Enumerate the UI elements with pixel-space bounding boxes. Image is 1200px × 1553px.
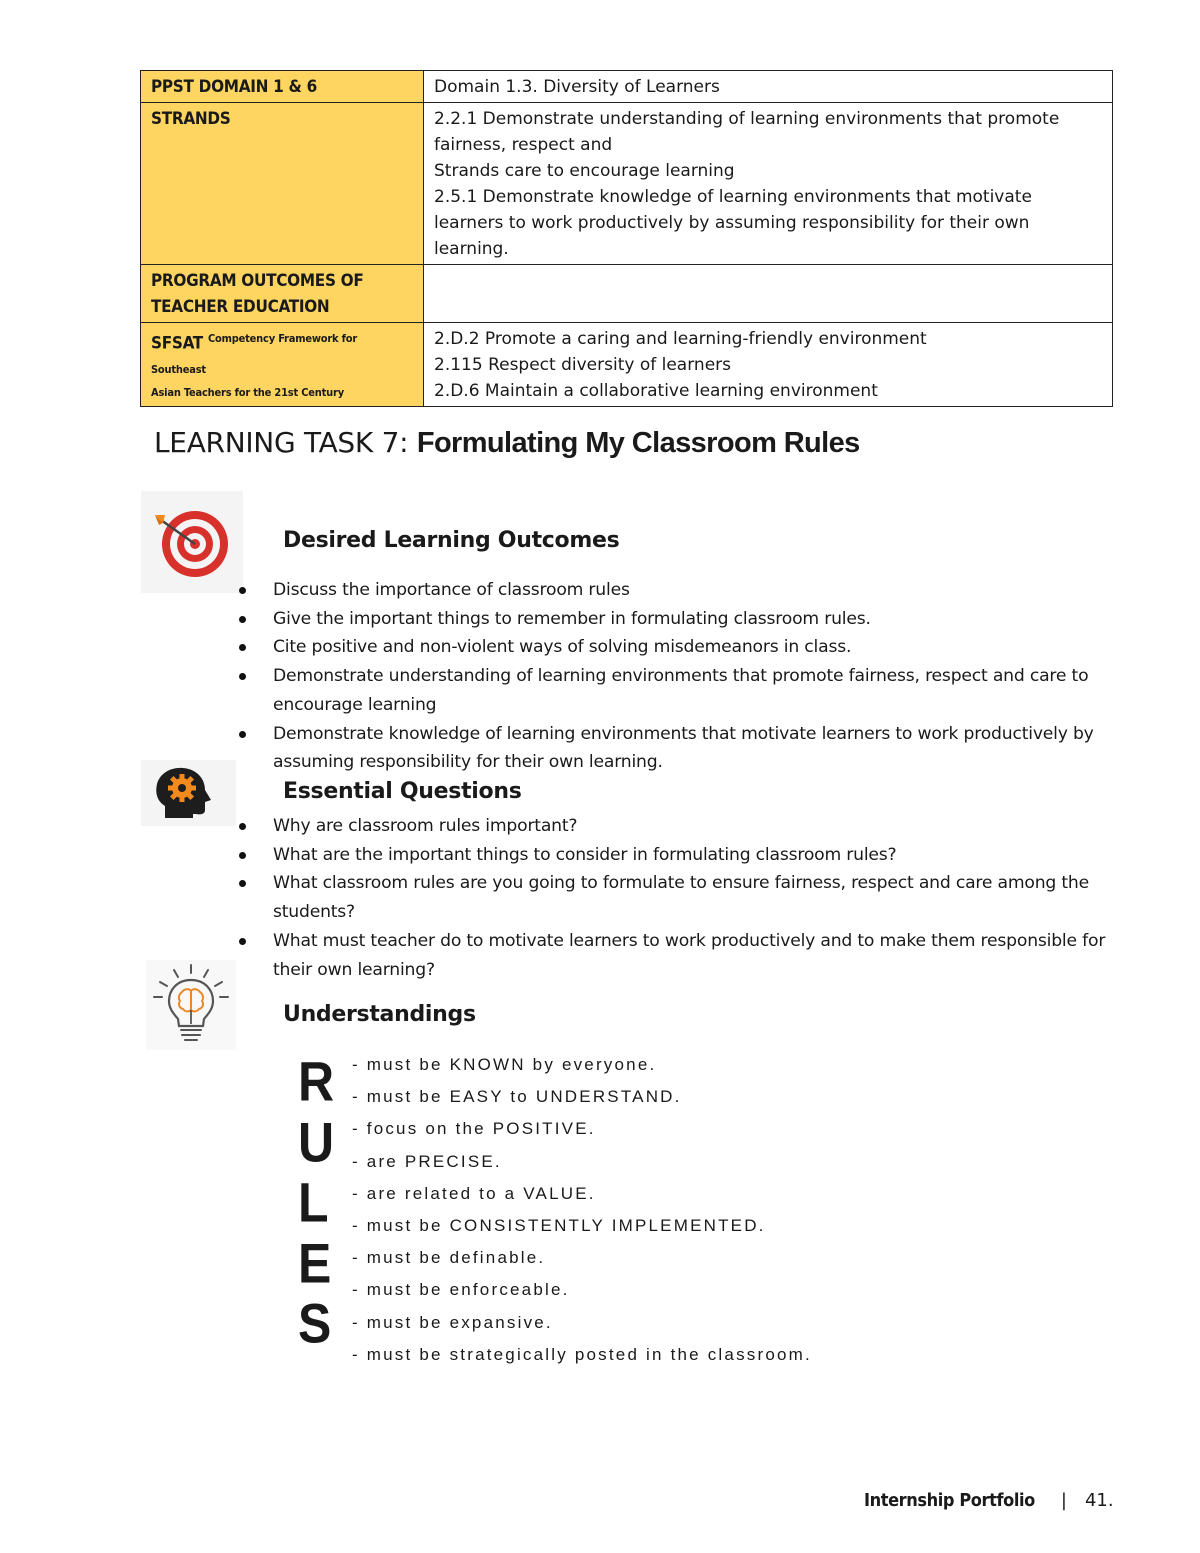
table-value-empty	[424, 265, 1113, 323]
rules-line: - must be enforceable.	[352, 1280, 570, 1300]
table-label: STRANDS	[141, 103, 424, 265]
table-label: PROGRAM OUTCOMES OF TEACHER EDUCATION	[141, 265, 424, 323]
questions-list	[238, 812, 1138, 984]
title-main: Formulating My Classroom Rules	[416, 427, 860, 459]
table-label: PPST DOMAIN 1 & 6	[141, 71, 424, 103]
list-item: What must teacher do to motivate learners to work productively and to make them responsible for their own learning?	[238, 927, 1138, 984]
page-footer	[864, 1490, 1114, 1511]
list-item: Demonstrate understanding of learning environments that promote fairness, respect and care to encourage learning	[238, 662, 1138, 719]
target-icon	[141, 491, 243, 593]
outcomes-heading: Desired Learning Outcomes	[283, 528, 620, 553]
table-line: 2.115 Respect diversity of learners	[434, 355, 731, 375]
table-row	[141, 265, 1113, 323]
table-line: Strands care to encourage learning	[434, 161, 735, 181]
sfsat-sub-text: Asian Teachers for the 21st Century	[151, 386, 344, 400]
list-item: Give the important things to remember in formulating classroom rules.	[238, 605, 1138, 634]
list-item: What are the important things to consider in formulating classroom rules?	[238, 841, 1138, 870]
table-value	[424, 103, 1113, 265]
list-item: Cite positive and non-violent ways of solving misdemeanors in class.	[238, 633, 1138, 662]
rules-line: - must be definable.	[352, 1248, 546, 1268]
questions-heading: Essential Questions	[283, 779, 522, 804]
rules-line: - must be KNOWN by everyone.	[352, 1055, 657, 1074]
understandings-heading: Understandings	[283, 1002, 476, 1027]
rules-letter: U	[298, 1110, 335, 1174]
table-row	[141, 323, 1113, 407]
list-item: What classroom rules are you going to formulate to ensure fairness, respect and care among the students?	[238, 869, 1138, 926]
table-line: 2.D.6 Maintain a collaborative learning environment	[434, 381, 878, 401]
rules-line: - must be CONSISTENTLY IMPLEMENTED.	[352, 1215, 766, 1235]
rules-acronym	[298, 1048, 335, 1355]
page-number: 41.	[1084, 1490, 1114, 1511]
table-line: 2.2.1 Demonstrate understanding of learning environments that promote fairness, respect and	[434, 109, 1060, 155]
rules-line: - must be EASY to UNDERSTAND.	[352, 1087, 682, 1107]
table-label-sfsat	[141, 323, 424, 407]
list-item: Why are classroom rules important?	[238, 812, 1138, 841]
rules-line: - focus on the POSITIVE.	[352, 1119, 596, 1139]
lightbulb-brain-icon	[146, 960, 236, 1050]
table-line: 2.D.2 Promote a caring and learning-friendly environment	[434, 329, 927, 349]
table-line: 2.5.1 Demonstrate knowledge of learning environments that motivate learners to work productively by assuming responsibility for their own learning.	[434, 187, 1032, 259]
rules-letter: S	[298, 1292, 332, 1355]
table-value	[424, 323, 1113, 407]
sfsat-sup-text: Competency Framework for Southeast	[151, 332, 358, 376]
outcomes-list	[238, 576, 1138, 777]
title-prefix: LEARNING TASK 7:	[154, 426, 417, 459]
footer-separator: |	[1060, 1490, 1067, 1511]
table-value	[424, 71, 1113, 103]
rules-line: - must be strategically posted in the classroom.	[352, 1344, 812, 1364]
rules-letter: R	[298, 1050, 335, 1113]
list-item: Discuss the importance of classroom rules	[238, 576, 1138, 605]
page-title	[154, 426, 860, 460]
sfsat-label: SFSAT	[151, 333, 203, 354]
table-line: Domain 1.3. Diversity of Learners	[434, 77, 720, 97]
rules-line: - are related to a VALUE.	[352, 1183, 596, 1203]
rules-letter: L	[298, 1171, 329, 1234]
table-row	[141, 103, 1113, 265]
rules-list	[352, 1049, 812, 1371]
rules-line: - are PRECISE.	[352, 1151, 502, 1171]
footer-label: Internship Portfolio	[864, 1490, 1035, 1511]
rules-letter: E	[298, 1231, 332, 1295]
rules-line: - must be expansive.	[352, 1312, 553, 1332]
head-gear-icon	[141, 760, 236, 826]
list-item: Demonstrate knowledge of learning environments that motivate learners to work productively by assuming responsibility for their own learning.	[238, 720, 1138, 777]
table-row	[141, 71, 1113, 103]
domain-table	[140, 70, 1113, 407]
